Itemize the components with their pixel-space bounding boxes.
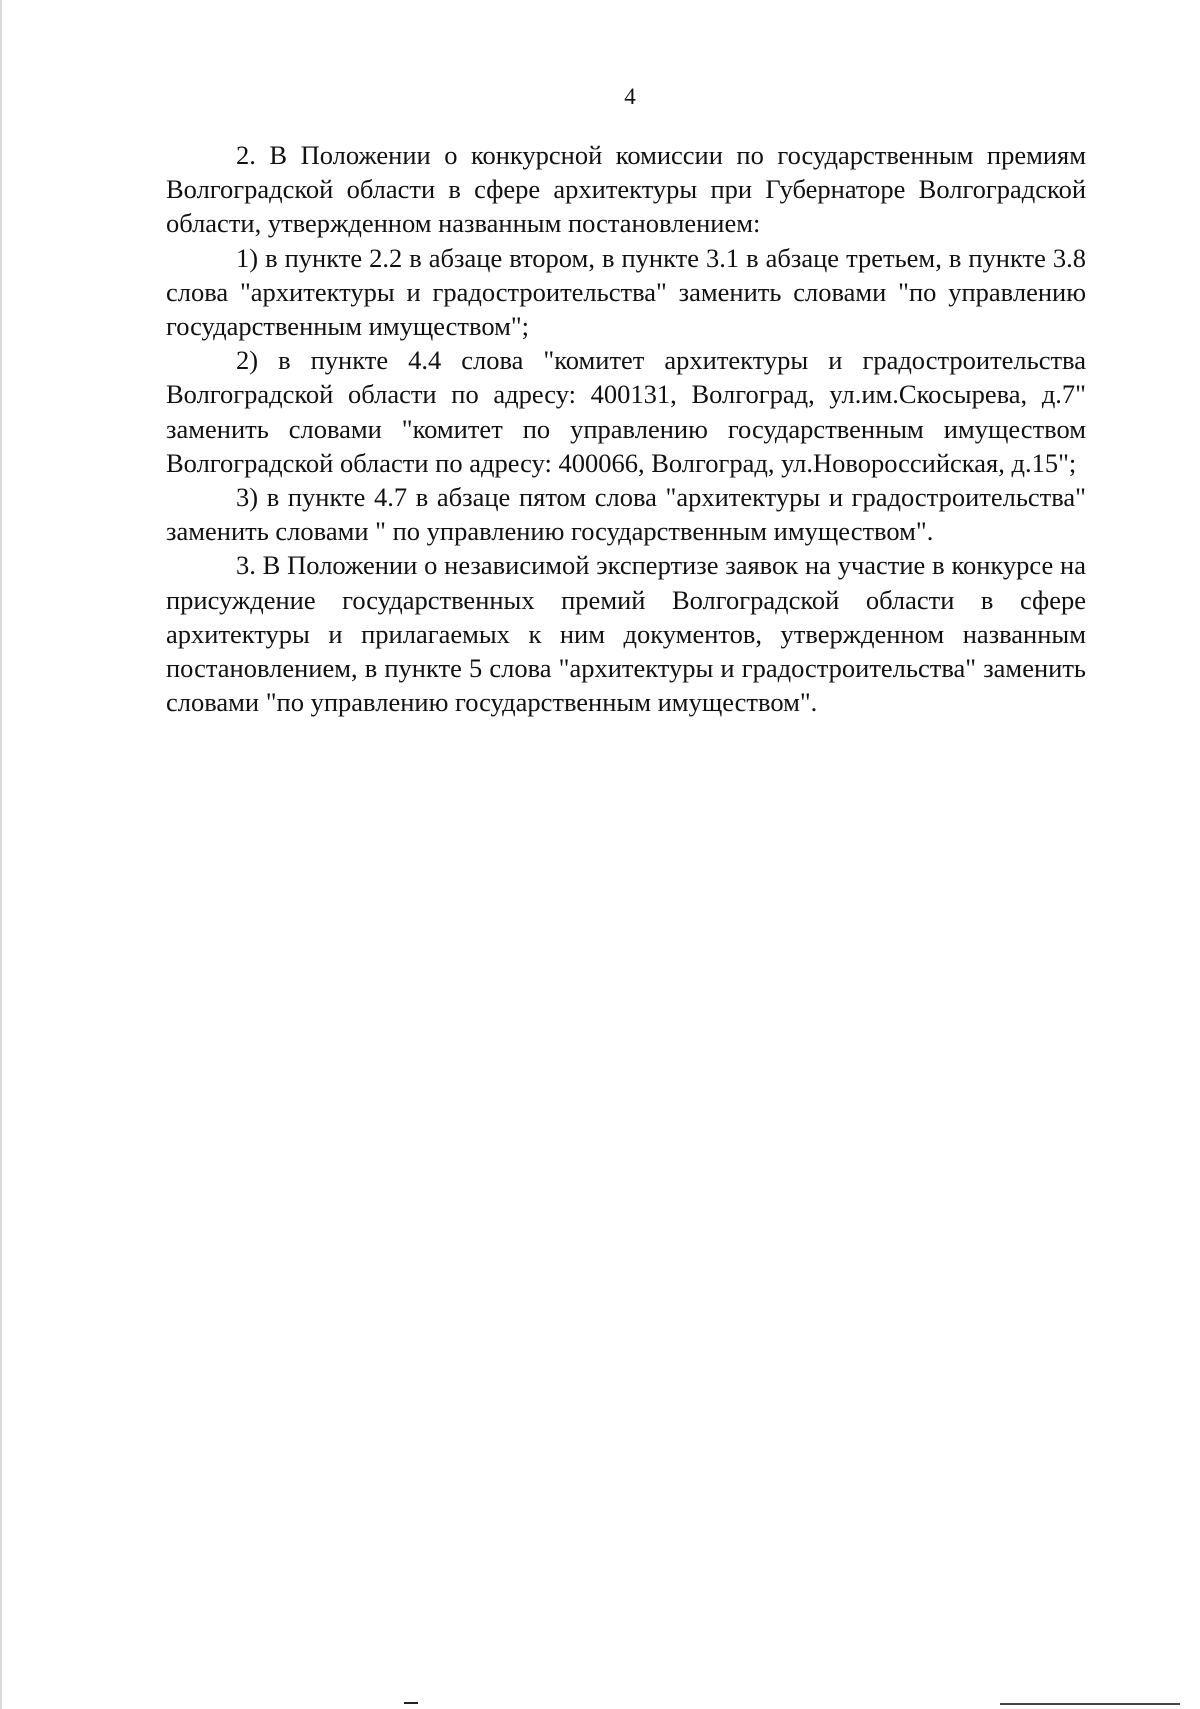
scan-mark-bottom-left [404,1702,418,1704]
paragraph-2-item-3: 3) в пункте 4.7 в абзаце пятом слова "архитектуры и градостроительства" заменить словами " по управлению государственным имуществом". [166,482,1086,547]
document-body [166,138,1086,719]
paragraph-2-item-1: 1) в пункте 2.2 в абзаце втором, в пункте 3.1 в абзаце третьем, в пункте 3.8 слова "архитектуры и градостроительства" заменить словами "по управлению государственным имуществом"; [166,242,1086,342]
paragraph-2-item-2: 2) в пункте 4.4 слова "комитет архитектуры и градостроительства Волгоградской области по адресу: 400131, Волгоград, ул.им.Скосырева, д.7" заменить словами "комитет по управлению государственным имуществом Волгоградской области по адресу: 400066, Волгоград, ул.Новороссийская, д.15"; [166,345,1086,478]
paragraph-2: 2. В Положении о конкурсной комиссии по государственным премиям Волгоградской области в сфере архитектуры при Губернаторе Волгоградской области, утвержденном названным постановлением: [166,140,1086,239]
page-number: 4 [624,84,636,109]
scan-edge-line [0,0,2,1709]
scan-mark-bottom-right [1000,1703,1180,1705]
paragraph-3: 3. В Положении о независимой экспертизе заявок на участие в конкурсе на присуждение государственных премий Волгоградской области в сфере архитектуры и прилагаемых к ним документов, утвержденном названным постановлением, в пункте 5 слова "архитектуры и градостроительства" заменить словами "по управлению государственным имуществом". [166,550,1086,718]
